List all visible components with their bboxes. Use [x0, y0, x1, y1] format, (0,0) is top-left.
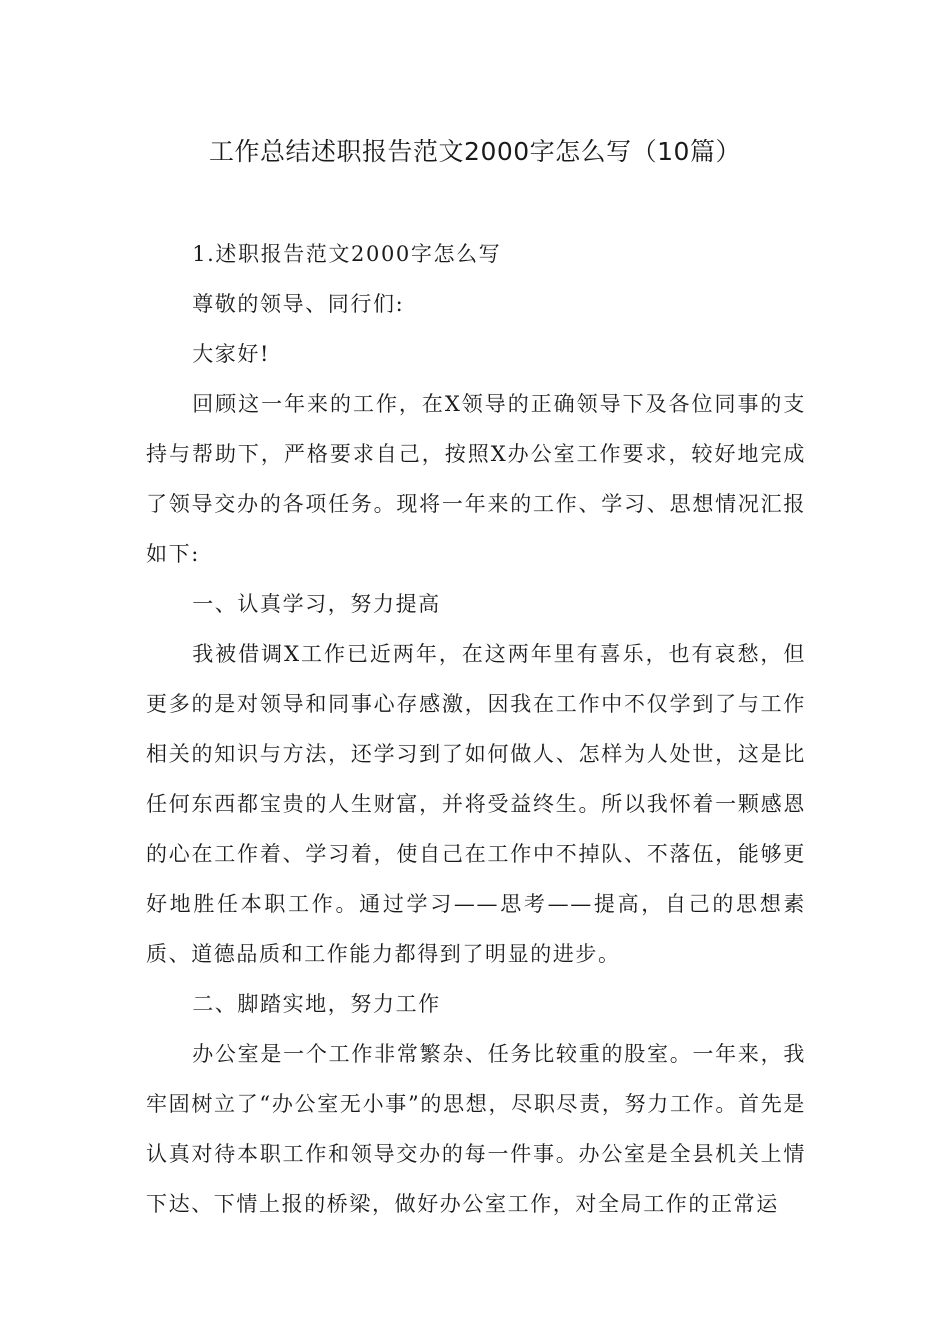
- body-paragraph: 回顾这一年来的工作，在X领导的正确领导下及各位同事的支持与帮助下，严格要求自己，按照X办公室工作要求，较好地完成了领导交办的各项任务。现将一年来的工作、学习、思想情况汇报如下:: [146, 392, 806, 566]
- section-heading: 1.述职报告范文2000字怎么写: [192, 242, 502, 266]
- section-heading: 二、脚踏实地，努力工作: [192, 992, 441, 1016]
- greeting: 大家好!: [192, 342, 271, 366]
- salutation: 尊敬的领导、同行们:: [192, 292, 405, 316]
- document-title: 工作总结述职报告范文2000字怎么写（10篇）: [209, 137, 741, 166]
- document-body: [146, 229, 806, 1229]
- section-heading: 一、认真学习，努力提高: [192, 592, 441, 616]
- body-paragraph: 我被借调X工作已近两年，在这两年里有喜乐，也有哀愁，但更多的是对领导和同事心存感激，因我在工作中不仅学到了与工作相关的知识与方法，还学习到了如何做人、怎样为人处世，这是比任何东西都宝贵的人生财富，并将受益终生。所以我怀着一颗感恩的心在工作着、学习着，使自己在工作中不掉队、不落伍，能够更好地胜任本职工作。通过学习——思考——提高，自己的思想素质、道德品质和工作能力都得到了明显的进步。: [146, 642, 806, 966]
- body-paragraph: 办公室是一个工作非常繁杂、任务比较重的股室。一年来，我牢固树立了“办公室无小事”的思想，尽职尽责，努力工作。首先是认真对待本职工作和领导交办的每一件事。办公室是全县机关上情下达、下情上报的桥梁，做好办公室工作，对全局工作的正常运: [146, 1042, 806, 1216]
